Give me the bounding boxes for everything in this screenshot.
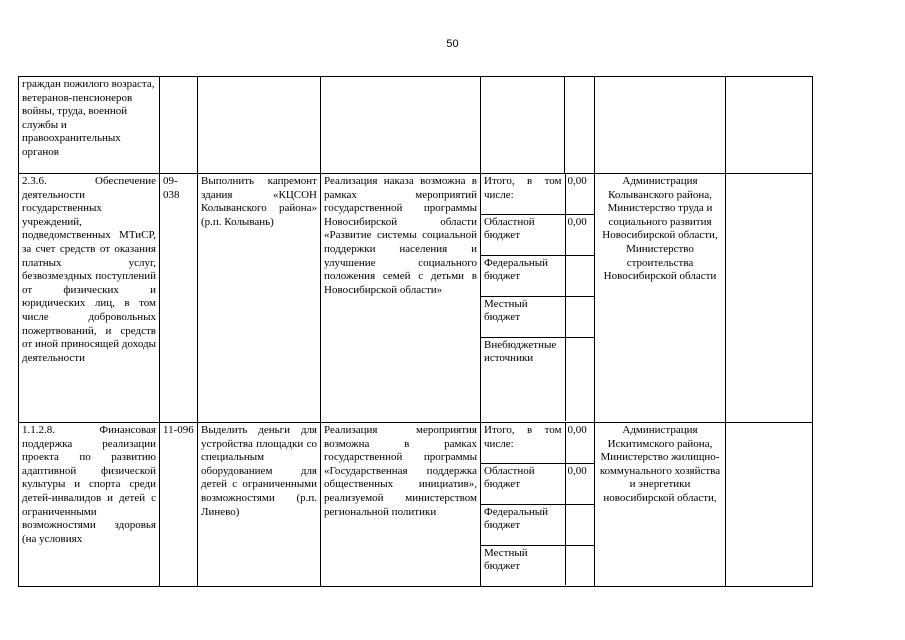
funding-row [481,423,595,463]
funding-amount [565,296,595,337]
funding-cell [481,423,595,587]
funding-amount [565,545,595,585]
funding-source: Внебюджетные источники [481,337,565,421]
number-cell: 11-096 [160,423,198,587]
funding-amount: 0,00 [565,174,595,214]
funding-row [481,296,595,337]
funding-source: Федеральный бюджет [481,255,565,296]
order-cell: Выделить деньги для устройства площадки со специальным оборудованием для детей с ограниченными возможностями (р.п. Линево) [198,423,321,587]
funding-source-cell [481,77,565,174]
funding-row [481,545,595,585]
number-cell: 09-038 [160,174,198,423]
funding-source: Итого, в том числе: [481,174,565,214]
extra-cell [726,174,813,423]
funding-row [481,174,595,214]
funding-amount: 0,00 [565,463,595,504]
funding-row [481,214,595,255]
funding-amount [565,337,595,421]
funding-amount: 0,00 [565,214,595,255]
executor-cell: Администрация Колыванского района, Министерство труда и социального развития Новосибирской области, Министерство строительства Новосибирской области [595,174,726,423]
funding-table [481,423,595,585]
program-table [18,76,813,587]
funding-source: Областной бюджет [481,214,565,255]
funding-source: Местный бюджет [481,296,565,337]
measure-cell: 1.1.2.8. Финансовая поддержка реализации проекта по развитию адаптивной физической культуры и спорта среди детей-инвалидов и детей с ограниченными возможностями здоровья (на условиях [19,423,160,587]
funding-amount [565,255,595,296]
executor-cell: Администрация Искитимского района, Министерство жилищно-коммунального хозяйства и энергетики новосибирской области, [595,423,726,587]
funding-row [481,504,595,545]
order-cell: Выполнить капремонт здания «КЦСОН Колыванского района» (р.п. Колывань) [198,174,321,423]
funding-source: Областной бюджет [481,463,565,504]
funding-table [481,174,595,421]
implementation-cell [321,77,481,174]
page-number: 50 [446,38,459,50]
order-cell [198,77,321,174]
funding-source: Итого, в том числе: [481,423,565,463]
funding-amount-cell [565,77,595,174]
extra-cell [726,423,813,587]
funding-row [481,255,595,296]
executor-cell [595,77,726,174]
funding-row [481,337,595,421]
implementation-cell: Реализация мероприятия возможна в рамках государственной программы «Государственная поддержка общественных инициатив», реализуемой министерством региональной политики [321,423,481,587]
funding-cell [481,174,595,423]
funding-row [481,463,595,504]
funding-source: Местный бюджет [481,545,565,585]
table-row [19,77,813,174]
funding-source: Федеральный бюджет [481,504,565,545]
measure-cell: 2.3.6. Обеспечение деятельности государственных учреждений, подведомственных МТиСР, за счет средств от оказания платных услуг, безвозмездных поступлений от физических и юридических лиц, в том числе добровольных пожертвований, и средств от иной приносящей доходы деятельности [19,174,160,423]
implementation-cell: Реализация наказа возможна в рамках мероприятий государственной программы Новосибирской области «Развитие системы социальной поддержки населения и улучшение социального положения семей с детьми в Новосибирской области» [321,174,481,423]
table-row [19,423,813,587]
extra-cell [726,77,813,174]
funding-amount: 0,00 [565,423,595,463]
measure-cell: граждан пожилого возраста, ветеранов-пенсионеров войны, труда, военной службы и правоохранительных органов [19,77,160,174]
table-row [19,174,813,423]
number-cell [160,77,198,174]
funding-amount [565,504,595,545]
